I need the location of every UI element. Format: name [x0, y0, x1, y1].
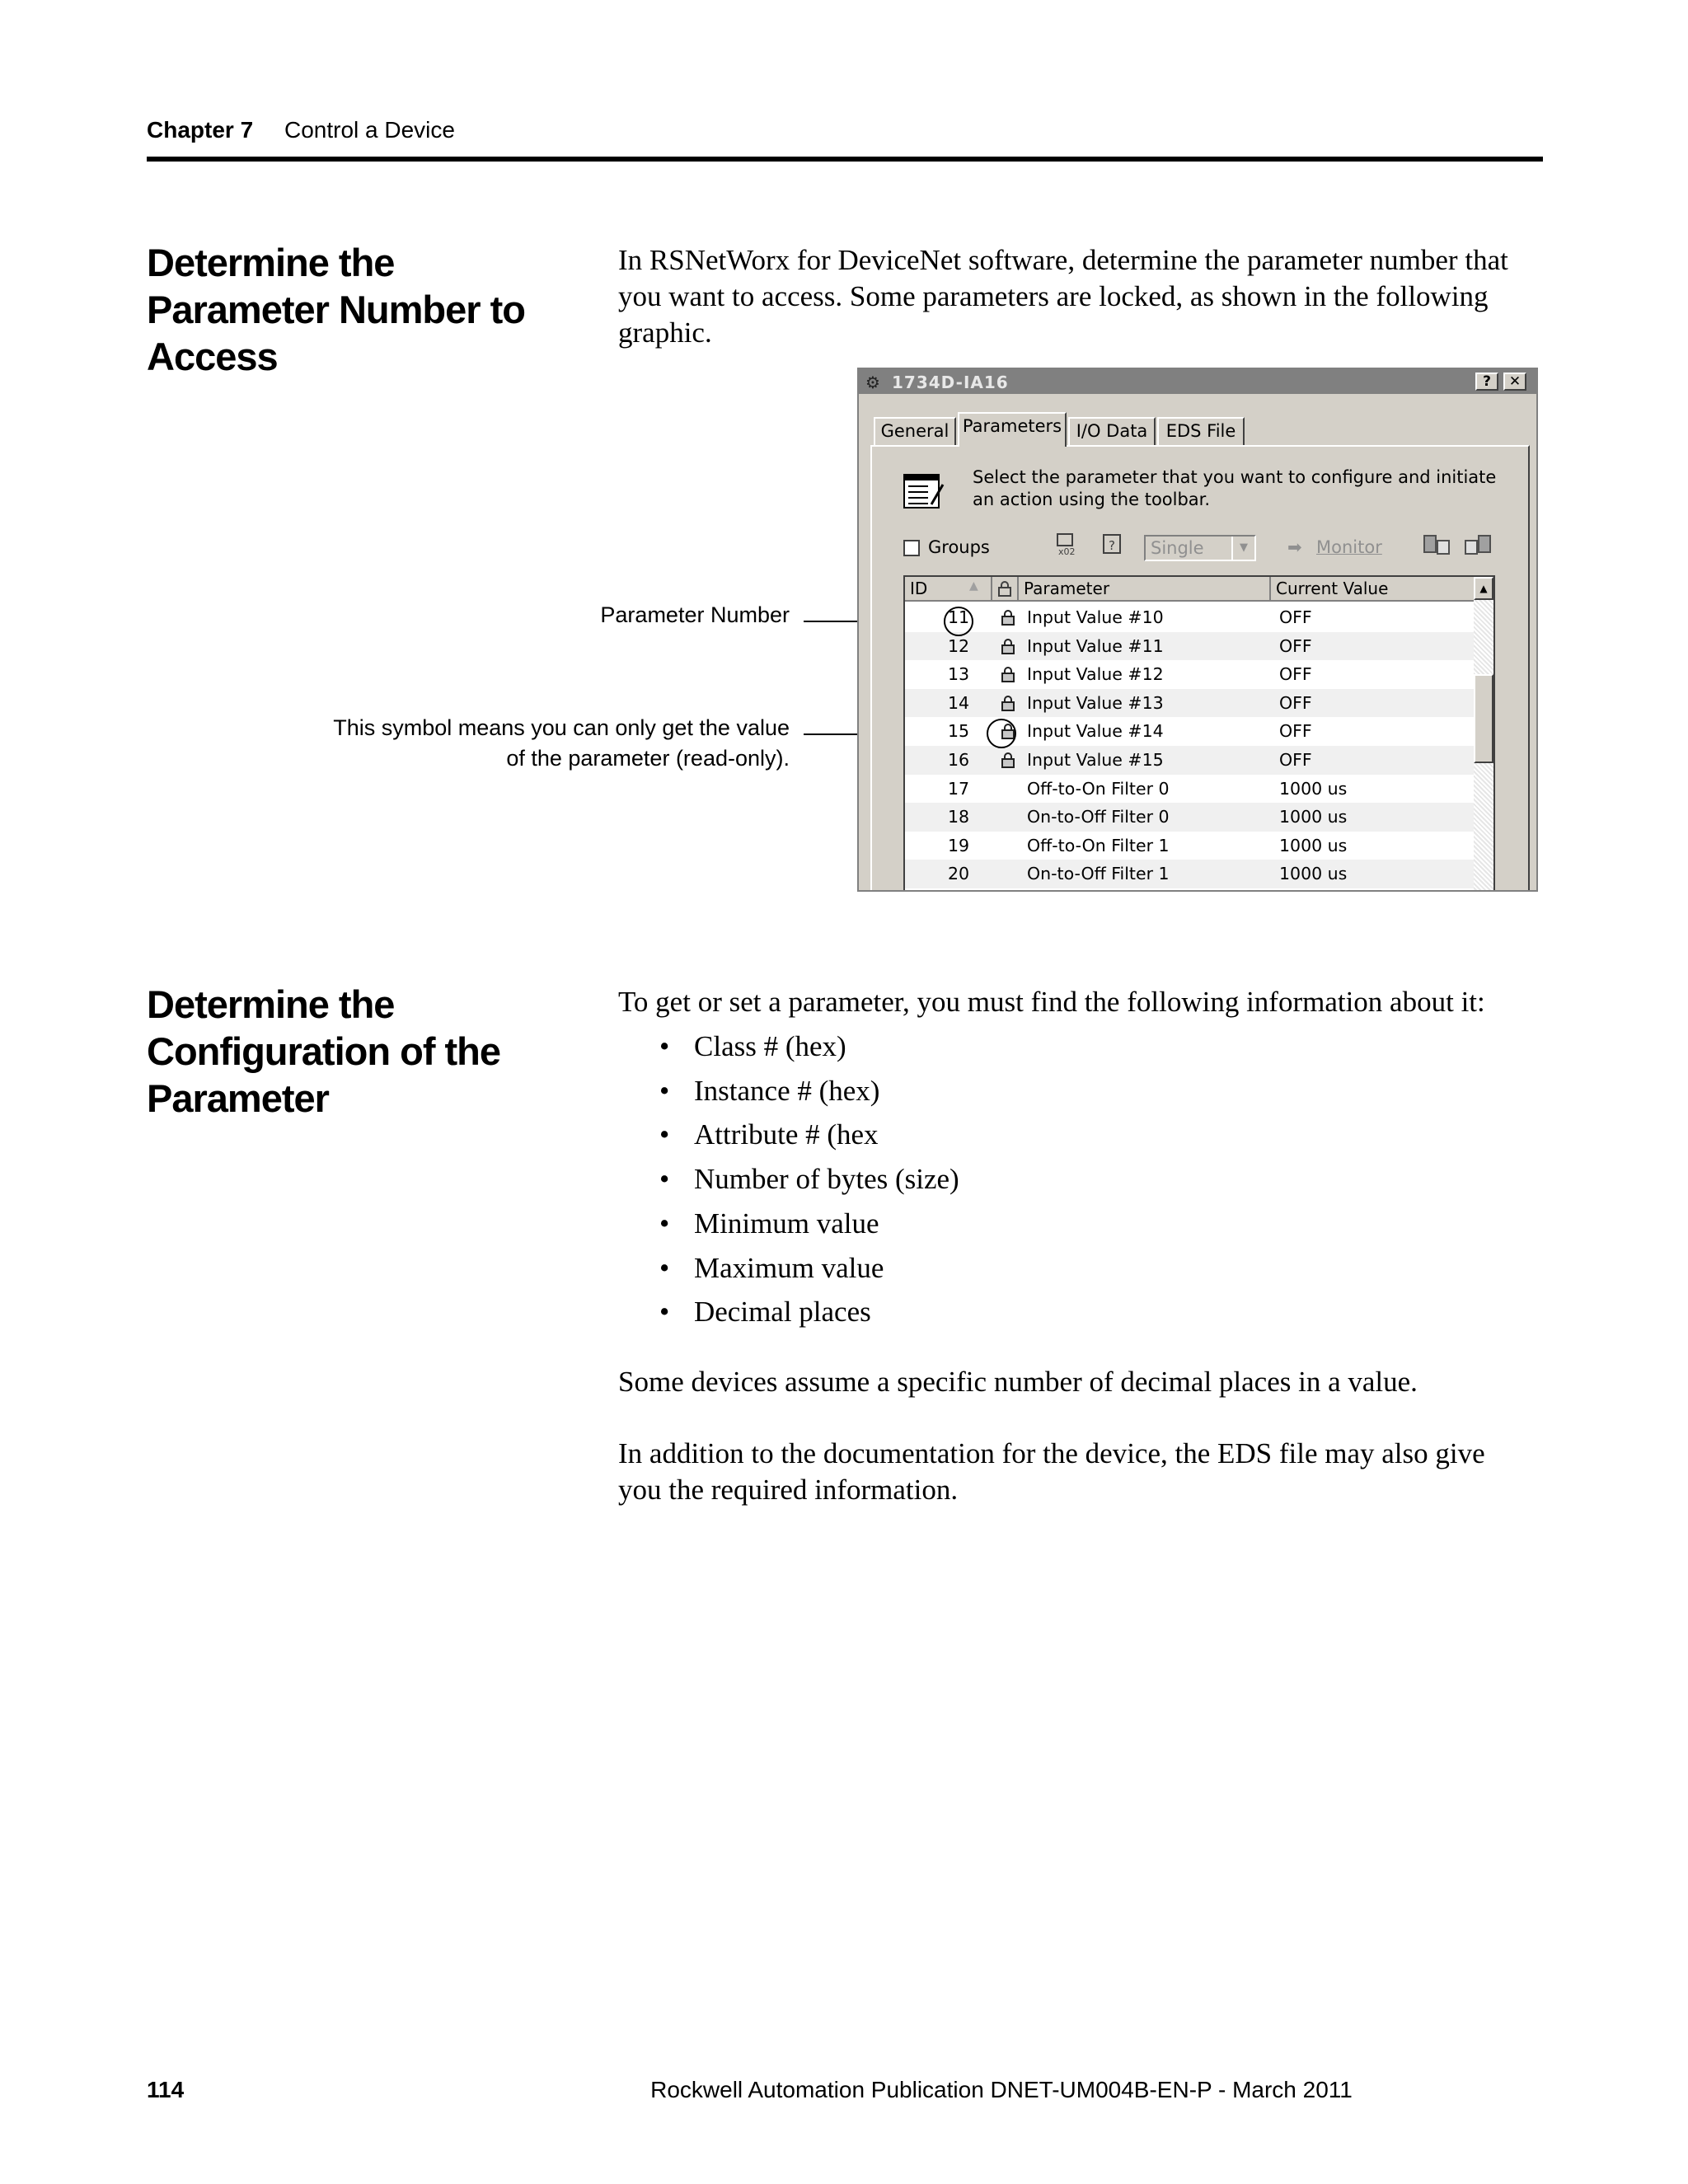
dialog-instruction: Select the parameter that you want to configure and initiate an action using the toolbar. — [973, 467, 1497, 509]
sort-up-icon: ▲ — [969, 579, 978, 593]
help-param-icon[interactable] — [1101, 532, 1126, 557]
cell-parameter: On-to-Off Filter 1 — [1027, 864, 1170, 884]
lock-icon — [1001, 752, 1015, 768]
device-icon: ⚙ — [865, 373, 880, 392]
cell-current-value: OFF — [1279, 635, 1312, 656]
cell-id: 11 — [947, 607, 970, 627]
cell-current-value: 1000 us — [1279, 778, 1348, 799]
list-item: • Class # (hex) — [659, 1024, 1401, 1069]
cell-current-value: 1000 us — [1279, 835, 1348, 855]
section-paragraph: Some devices assume a specific number of decimal places in a value. — [618, 1366, 1418, 1398]
list-item: • Instance # (hex) — [659, 1069, 1401, 1113]
cell-parameter: Input Value #11 — [1027, 635, 1164, 656]
groups-label: Groups — [928, 537, 990, 557]
cell-parameter: Input Value #12 — [1027, 664, 1164, 685]
table-row[interactable] — [905, 832, 1474, 860]
hex-toggle-icon[interactable] — [1055, 532, 1080, 557]
cell-parameter: Input Value #10 — [1027, 607, 1164, 627]
lock-icon — [1001, 638, 1015, 654]
mode-select[interactable] — [1144, 535, 1256, 561]
tab-eds-file[interactable]: EDS File — [1157, 417, 1245, 445]
cell-id: 20 — [947, 864, 970, 884]
lock-icon — [1001, 666, 1015, 682]
column-header-current-value[interactable]: Current Value — [1271, 577, 1474, 602]
list-item: • Minimum value — [659, 1202, 1401, 1246]
column-header-lock[interactable] — [992, 577, 1019, 602]
cell-parameter: Input Value #15 — [1027, 750, 1164, 770]
column-header-id[interactable]: ID — [905, 577, 992, 602]
dialog-titlebar — [859, 369, 1536, 394]
list-item: • Attribute # (hex — [659, 1113, 1401, 1157]
close-button[interactable]: ✕ — [1503, 373, 1526, 391]
section-heading-configuration: Determine the Configuration of the Parameter — [147, 982, 501, 1120]
cell-id: 12 — [947, 635, 970, 656]
section-heading-parameter-number: Determine the Parameter Number to Access — [147, 241, 525, 378]
cell-id: 15 — [947, 721, 970, 742]
table-row[interactable] — [905, 660, 1474, 689]
groups-checkbox[interactable] — [903, 540, 920, 556]
mode-select-value: Single — [1151, 538, 1204, 558]
column-header-parameter[interactable]: Parameter — [1019, 577, 1271, 602]
scroll-thumb[interactable] — [1474, 674, 1493, 763]
table-header — [905, 577, 1474, 602]
callout-parameter-number: Parameter Number — [600, 602, 790, 627]
cell-id: 17 — [947, 778, 970, 799]
table-row[interactable] — [905, 632, 1474, 661]
cell-id: 14 — [947, 692, 970, 713]
lock-icon — [1001, 695, 1015, 711]
arrow-right-icon: ➡ — [1287, 537, 1302, 557]
upload-icon[interactable] — [1423, 532, 1451, 557]
table-row[interactable] — [905, 775, 1474, 804]
cell-parameter: Input Value #14 — [1027, 721, 1164, 742]
section-paragraph: In RSNetWorx for DeviceNet software, determine the parameter number that you want to access. Some parameters are locked, as shown in the following graphic. — [618, 244, 1508, 349]
section-intro: To get or set a parameter, you must find the following information about it: — [618, 986, 1485, 1018]
svg-text:?: ? — [1109, 538, 1115, 553]
header-rule — [147, 157, 1543, 162]
cell-current-value: OFF — [1279, 664, 1312, 685]
help-button[interactable]: ? — [1475, 373, 1498, 391]
cell-current-value: OFF — [1279, 607, 1312, 627]
scroll-up-icon[interactable]: ▲ — [1474, 577, 1493, 600]
dialog-title: 1734D-IA16 — [892, 373, 1009, 392]
cell-current-value: OFF — [1279, 692, 1312, 713]
tab-io-data[interactable]: I/O Data — [1068, 417, 1156, 445]
cell-id: 16 — [947, 750, 970, 770]
chapter-label: Chapter 7 — [147, 117, 254, 143]
table-row[interactable] — [905, 803, 1474, 832]
publication-info: Rockwell Automation Publication DNET-UM004B-EN-P - March 2011 — [650, 2077, 1353, 2102]
cell-parameter: Off-to-On Filter 1 — [1027, 835, 1170, 855]
list-item: • Number of bytes (size) — [659, 1157, 1401, 1202]
monitor-button[interactable]: Monitor — [1316, 537, 1382, 557]
cell-parameter: Off-to-On Filter 0 — [1027, 778, 1170, 799]
list-item: • Maximum value — [659, 1246, 1401, 1291]
parameter-list-icon — [903, 471, 946, 509]
lock-icon — [997, 580, 1012, 597]
chevron-down-icon[interactable]: ▼ — [1231, 537, 1254, 560]
cell-id: 13 — [947, 664, 970, 685]
table-row[interactable] — [905, 746, 1474, 775]
cell-current-value: OFF — [1279, 721, 1312, 742]
cell-current-value: 1000 us — [1279, 807, 1348, 827]
tab-parameters[interactable]: Parameters — [958, 412, 1067, 447]
highlight-circle-parameter-number — [944, 607, 973, 636]
table-row[interactable] — [905, 603, 1474, 632]
section-paragraph: In addition to the documentation for the device, the EDS file may also give you the required information. — [618, 1437, 1485, 1506]
cell-parameter: Input Value #13 — [1027, 692, 1164, 713]
page-number: 114 — [147, 2077, 185, 2102]
table-row[interactable] — [905, 689, 1474, 718]
svg-text:x02: x02 — [1058, 546, 1076, 557]
cell-id: 18 — [947, 807, 970, 827]
highlight-circle-lock-symbol — [987, 719, 1016, 748]
cell-id: 19 — [947, 835, 970, 855]
vertical-scrollbar[interactable] — [1474, 577, 1493, 892]
cell-current-value: OFF — [1279, 750, 1312, 770]
callout-read-only: This symbol means you can only get the value of the parameter (read-only). — [333, 715, 790, 771]
info-bullet-list — [659, 1024, 1401, 1334]
chapter-title: Control a Device — [284, 117, 455, 143]
tab-general[interactable]: General — [874, 417, 956, 445]
table-row[interactable] — [905, 860, 1474, 888]
download-icon[interactable] — [1464, 532, 1492, 557]
cell-current-value: 1000 us — [1279, 864, 1348, 884]
cell-parameter: On-to-Off Filter 0 — [1027, 807, 1170, 827]
lock-icon — [1001, 609, 1015, 626]
list-item: • Decimal places — [659, 1290, 1401, 1334]
